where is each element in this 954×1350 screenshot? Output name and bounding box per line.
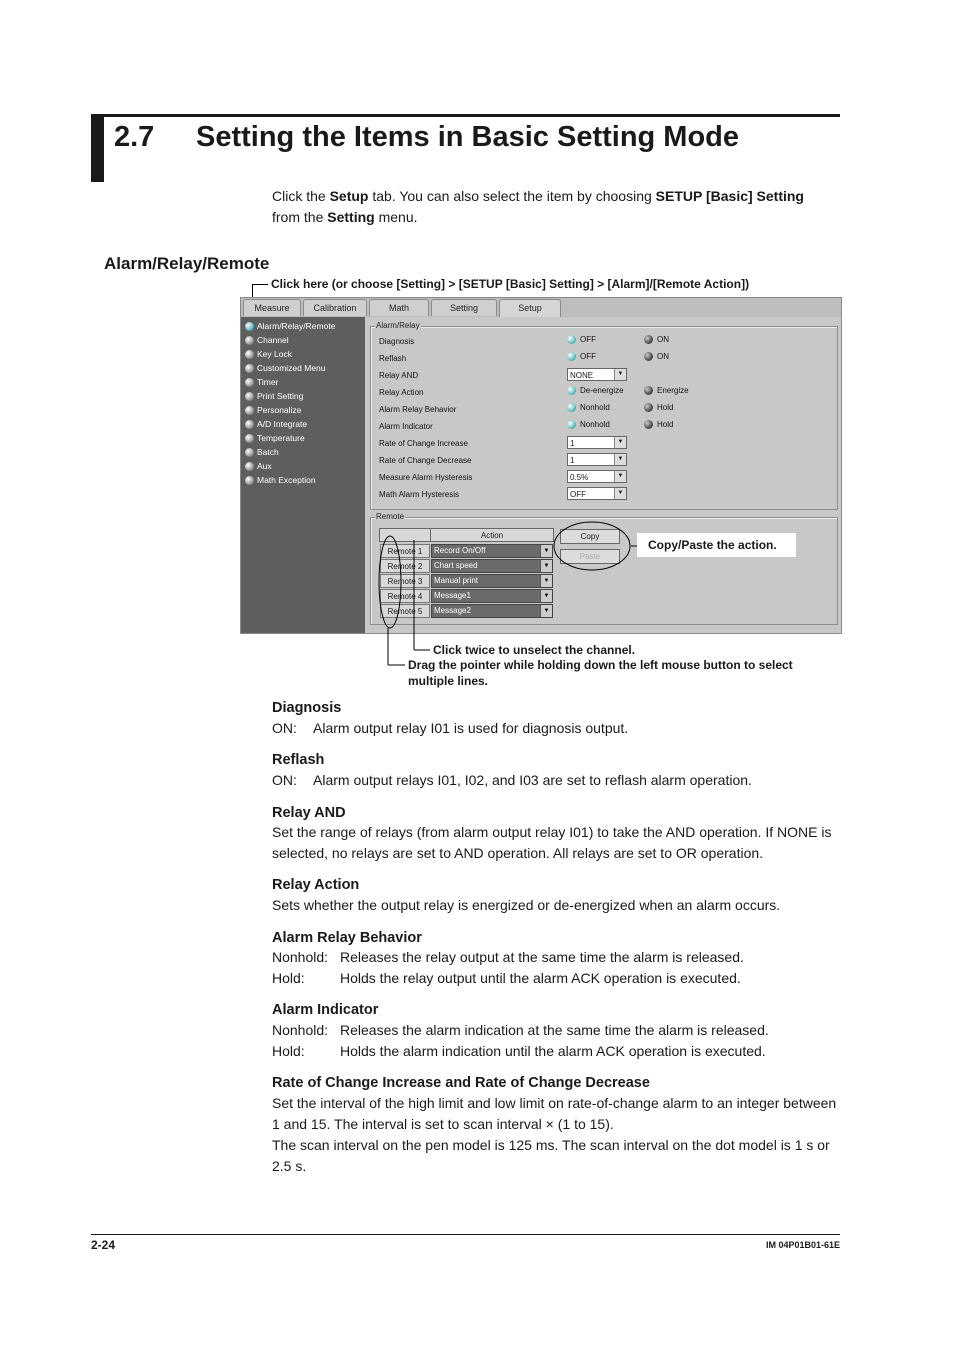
sidebar-item-print-setting[interactable]: Print Setting: [245, 390, 303, 402]
remote-action-select[interactable]: Message1 ▼: [431, 589, 553, 603]
diagnosis-desc: ON: Alarm output relay I01 is used for diagnosis output.: [272, 720, 629, 736]
highlight-ellipse: [554, 522, 630, 570]
chevron-down-icon: ▼: [540, 545, 552, 557]
relay-action-desc: Sets whether the output relay is energized or de-energized when an alarm occurs.: [272, 897, 781, 913]
paste-button[interactable]: Paste: [560, 549, 620, 564]
title-text: Setting the Items in Basic Setting Mode: [196, 121, 740, 153]
intro-paragraph: Click the Setup tab. You can also select the item by choosing SETUP [Basic] Setting from the Setting menu.: [272, 188, 804, 225]
document-id: IM 04P01B01-61E: [765, 1240, 840, 1250]
remote-row-label[interactable]: Remote 4: [380, 589, 430, 603]
measure-hysteresis-select[interactable]: 0.5% ▼: [567, 470, 627, 483]
row-label: Math Alarm Hysteresis: [379, 490, 460, 499]
sidebar-item-customized-menu[interactable]: Customized Menu: [245, 362, 326, 374]
remote-row-label[interactable]: Remote 5: [380, 604, 430, 618]
radio-relay-action-energize[interactable]: Energize: [644, 386, 689, 395]
remote-action-select[interactable]: Chart speed ▼: [431, 559, 553, 573]
relay-action-heading: Relay Action: [272, 877, 360, 893]
copy-button[interactable]: Copy: [560, 529, 620, 544]
row-label: Alarm Indicator: [379, 422, 433, 431]
tab-setup[interactable]: Setup: [499, 299, 561, 317]
rate-of-change-p2: The scan interval on the pen model is 125 ms. The scan interval on the dot model is 1 s or 2.5 s.: [272, 1137, 830, 1174]
chevron-down-icon: ▼: [540, 575, 552, 587]
row-label: Alarm Relay Behavior: [379, 405, 457, 414]
sidebar-item-key-lock[interactable]: Key Lock: [245, 348, 292, 360]
chevron-down-icon: ▼: [614, 454, 626, 465]
radio-indicator-nonhold[interactable]: Nonhold: [567, 420, 610, 429]
drag-note-line1: Drag the pointer while holding down the left mouse button to select: [408, 658, 793, 672]
math-hysteresis-select[interactable]: OFF ▼: [567, 487, 627, 500]
copy-paste-annotation: Copy/Paste the action.: [637, 533, 796, 557]
remote-action-select[interactable]: Record On/Off ▼: [431, 544, 553, 558]
radio-reflash-off[interactable]: OFF: [567, 352, 596, 361]
row-label: Rate of Change Increase: [379, 439, 468, 448]
row-label: Reflash: [379, 354, 407, 363]
relay-and-select[interactable]: NONE ▼: [567, 368, 627, 381]
alarm-relay-behavior-heading: Alarm Relay Behavior: [272, 930, 422, 946]
group-label: Alarm/Relay: [376, 321, 420, 330]
row-label: Measure Alarm Hysteresis: [379, 473, 473, 482]
row-label: Relay Action: [379, 388, 424, 397]
diagnosis-heading: Diagnosis: [272, 700, 342, 716]
drag-note-line2: multiple lines.: [408, 674, 489, 688]
sidebar-item-temperature[interactable]: Temperature: [245, 432, 305, 444]
chevron-down-icon: ▼: [614, 471, 626, 482]
sidebar-item-math-exception[interactable]: Math Exception: [245, 474, 316, 486]
chevron-down-icon: ▼: [540, 590, 552, 602]
radio-relay-action-deenergize[interactable]: De-energize: [567, 386, 624, 395]
group-label: Remote: [376, 512, 405, 521]
remote-row-label[interactable]: Remote 3: [380, 574, 430, 588]
rate-increase-select[interactable]: 1 ▼: [567, 436, 627, 449]
row-label: Relay AND: [379, 371, 419, 380]
sidebar-item-timer[interactable]: Timer: [245, 376, 278, 388]
sidebar-item-batch[interactable]: Batch: [245, 446, 279, 458]
tab-measure[interactable]: Measure: [243, 299, 301, 316]
chevron-down-icon: ▼: [540, 605, 552, 617]
remote-action-select[interactable]: Message2 ▼: [431, 604, 553, 618]
chevron-down-icon: ▼: [614, 437, 626, 448]
relay-and-desc: Set the range of relays (from alarm output relay I01) to take the AND operation. If NONE is selected, no relays are set to AND operation. All relays are set to OR operation.: [272, 824, 832, 861]
tab-math[interactable]: Math: [369, 299, 429, 316]
chevron-down-icon: ▼: [614, 488, 626, 499]
chevron-down-icon: ▼: [540, 560, 552, 572]
sidebar-item-channel[interactable]: Channel: [245, 334, 289, 346]
section-number: 2.7: [114, 121, 155, 153]
indicator-hold: Hold: Holds the alarm indication until the alarm ACK operation is executed.: [272, 1043, 766, 1059]
tab-calibration[interactable]: Calibration: [303, 299, 367, 316]
action-column-header: Action: [430, 528, 554, 542]
callout-top-text: Click here (or choose [Setting] > [SETUP [Basic] Setting] > [Alarm]/[Remote Action]): [271, 277, 750, 291]
sidebar-item-aux[interactable]: Aux: [245, 460, 272, 472]
behavior-nonhold: Nonhold: Releases the relay output at the same time the alarm is released.: [272, 949, 744, 965]
remote-row-label[interactable]: Remote 2: [380, 559, 430, 573]
rate-of-change-p1: Set the interval of the high limit and low limit on rate-of-change alarm to an integer between 1 and 15. The interval is set to scan interval × (1 to 15).: [272, 1095, 837, 1132]
sidebar-item-personalize[interactable]: Personalize: [245, 404, 301, 416]
sidebar-item-alarm-relay-remote[interactable]: Alarm/Relay/Remote: [245, 320, 335, 332]
sidebar-item-ad-integrate[interactable]: A/D Integrate: [245, 418, 307, 430]
page-number: 2-24: [91, 1238, 116, 1252]
radio-behavior-nonhold[interactable]: Nonhold: [567, 403, 610, 412]
row-label: Rate of Change Decrease: [379, 456, 472, 465]
radio-indicator-hold[interactable]: Hold: [644, 420, 673, 429]
radio-diagnosis-on[interactable]: ON: [644, 335, 669, 344]
remote-action-select[interactable]: Manual print ▼: [431, 574, 553, 588]
section-heading: Alarm/Relay/Remote: [104, 254, 270, 273]
alarm-indicator-heading: Alarm Indicator: [272, 1002, 379, 1018]
tab-setting[interactable]: Setting: [431, 299, 497, 316]
row-label: Diagnosis: [379, 337, 415, 346]
relay-and-heading: Relay AND: [272, 805, 346, 821]
rate-of-change-heading: Rate of Change Increase and Rate of Change Decrease: [272, 1075, 650, 1091]
click-twice-note: Click twice to unselect the channel.: [433, 643, 636, 657]
radio-behavior-hold[interactable]: Hold: [644, 403, 673, 412]
rate-decrease-select[interactable]: 1 ▼: [567, 453, 627, 466]
chevron-down-icon: ▼: [614, 369, 626, 380]
remote-row-label[interactable]: Remote 1: [380, 544, 430, 558]
behavior-hold: Hold: Holds the relay output until the alarm ACK operation is executed.: [272, 970, 741, 986]
radio-diagnosis-off[interactable]: OFF: [567, 335, 596, 344]
reflash-desc: ON: Alarm output relays I01, I02, and I03 are set to reflash alarm operation.: [272, 772, 752, 788]
radio-reflash-on[interactable]: ON: [644, 352, 669, 361]
highlight-ellipse: [379, 536, 401, 628]
indicator-nonhold: Nonhold: Releases the alarm indication at the same time the alarm is released.: [272, 1022, 769, 1038]
reflash-heading: Reflash: [272, 752, 325, 768]
footer-rule: [91, 1234, 840, 1235]
